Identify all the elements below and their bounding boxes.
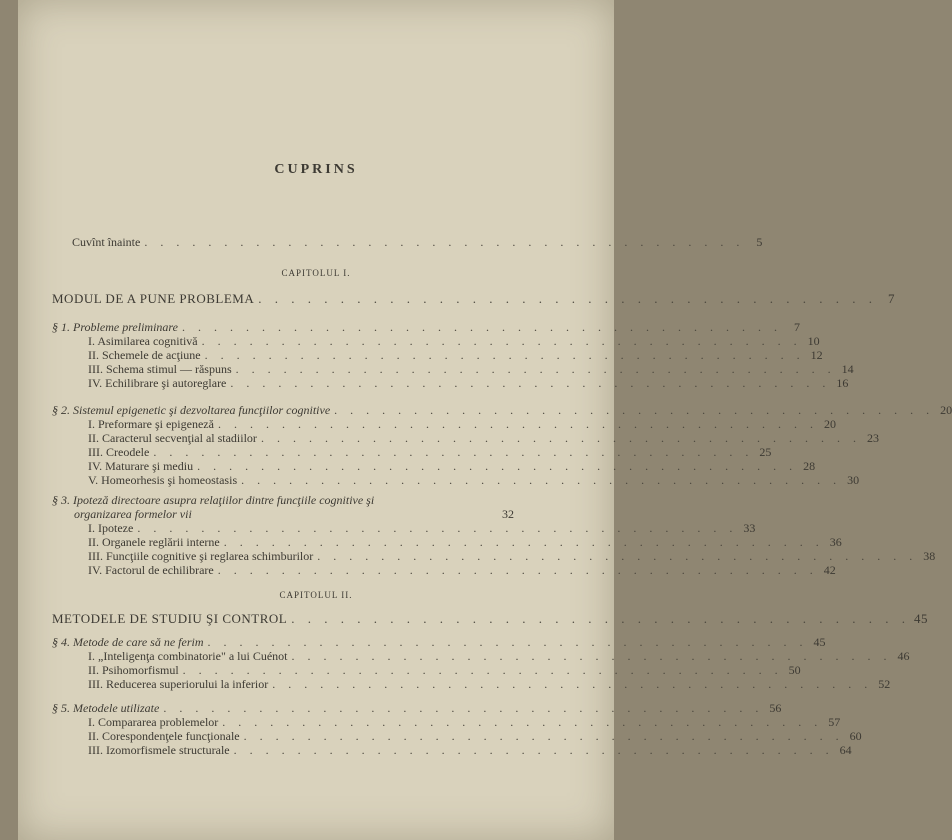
chapter-heading: CAPITOLUL II. bbox=[279, 590, 353, 600]
chapter-heading: CAPITOLUL I. bbox=[281, 268, 351, 278]
subsection-entry: III. Izomorfismele structurale . . . . . . . . . . . . . . . . . . . . . . . . . . . . . . . . . . . . . . 64 bbox=[88, 743, 852, 757]
section-entry: § 1. Probleme preliminare . . . . . . . . . . . . . . . . . . . . . . . . . . . . . . . . . . . . . . 7 bbox=[52, 320, 800, 334]
subsection-entry: I. „Inteligenţa combinatorie" a lui Cuénot . . . . . . . . . . . . . . . . . . . . . . . . . . . . . . . . . . . . . . 46 bbox=[88, 649, 910, 663]
subsection-entry: II. Psihomorfismul . . . . . . . . . . . . . . . . . . . . . . . . . . . . . . . . . . . . . . 50 bbox=[88, 663, 801, 677]
subsection-entry: IV. Factorul de echilibrare . . . . . . . . . . . . . . . . . . . . . . . . . . . . . . . . . . . . . . 42 bbox=[88, 563, 836, 577]
subsection-entry: IV. Maturare şi mediu . . . . . . . . . . . . . . . . . . . . . . . . . . . . . . . . . . . . . . 28 bbox=[88, 459, 816, 473]
section-entry: § 4. Metode de care să ne ferim . . . . . . . . . . . . . . . . . . . . . . . . . . . . . . . . . . . . . . 45 bbox=[52, 635, 826, 649]
book-page bbox=[18, 0, 952, 840]
subsection-entry: III. Funcţiile cognitive şi reglarea schimburilor . . . . . . . . . . . . . . . . . . . . . . . . . . . . . . . . . . . . . . 38 bbox=[88, 549, 936, 563]
chapter-title: METODELE DE STUDIU ŞI CONTROL . . . . . . . . . . . . . . . . . . . . . . . . . . . . . . . . . . . . . . 45 bbox=[52, 611, 928, 626]
subsection-entry: II. Caracterul secvenţial al stadiilor . . . . . . . . . . . . . . . . . . . . . . . . . . . . . . . . . . . . . . 23 bbox=[88, 431, 879, 445]
page-title: CUPRINS bbox=[274, 162, 358, 177]
subsection-entry: II. Corespondenţele funcţionale . . . . . . . . . . . . . . . . . . . . . . . . . . . . . . . . . . . . . . 60 bbox=[88, 729, 862, 743]
subsection-entry: III. Schema stimul — răspuns . . . . . . . . . . . . . . . . . . . . . . . . . . . . . . . . . . . . . . 14 bbox=[88, 362, 854, 376]
chapter-title: MODUL DE A PUNE PROBLEMA . . . . . . . . . . . . . . . . . . . . . . . . . . . . . . . . . . . . . . 7 bbox=[52, 291, 895, 306]
subsection-entry: II. Schemele de acţiune . . . . . . . . . . . . . . . . . . . . . . . . . . . . . . . . . . . . . . 12 bbox=[88, 348, 823, 362]
subsection-entry: I. Ipoteze . . . . . . . . . . . . . . . . . . . . . . . . . . . . . . . . . . . . . . 33 bbox=[88, 521, 756, 535]
subsection-entry: III. Creodele . . . . . . . . . . . . . . . . . . . . . . . . . . . . . . . . . . . . . . 25 bbox=[88, 445, 772, 459]
toc-entry-foreword: Cuvînt înainte . . . . . . . . . . . . . . . . . . . . . . . . . . . . . . . . . . . . . . 5 bbox=[72, 235, 763, 249]
subsection-entry: V. Homeorhesis şi homeostasis . . . . . . . . . . . . . . . . . . . . . . . . . . . . . . . . . . . . . . 30 bbox=[88, 473, 860, 487]
subsection-entry: I. Preformare şi epigeneză . . . . . . . . . . . . . . . . . . . . . . . . . . . . . . . . . . . . . . 20 bbox=[88, 417, 836, 431]
subsection-entry: III. Reducerea superiorului la inferior . . . . . . . . . . . . . . . . . . . . . . . . . . . . . . . . . . . . . . 52 bbox=[88, 677, 891, 691]
subsection-entry: IV. Echilibrare şi autoreglare . . . . . . . . . . . . . . . . . . . . . . . . . . . . . . . . . . . . . . 16 bbox=[88, 376, 849, 390]
section-entry: § 3. Ipoteză directoare asupra relaţiilor dintre funcţiile cognitive şi organizarea formelor vii 32 bbox=[52, 493, 514, 521]
subsection-entry: I. Compararea problemelor . . . . . . . . . . . . . . . . . . . . . . . . . . . . . . . . . . . . . . 57 bbox=[88, 715, 841, 729]
subsection-entry: I. Asimilarea cognitivă . . . . . . . . . . . . . . . . . . . . . . . . . . . . . . . . . . . . . . 10 bbox=[88, 334, 820, 348]
section-entry: § 5. Metodele utilizate . . . . . . . . . . . . . . . . . . . . . . . . . . . . . . . . . . . . . . 56 bbox=[52, 701, 782, 715]
table-of-contents bbox=[18, 0, 952, 840]
section-entry: § 2. Sistemul epigenetic şi dezvoltarea funcţiilor cognitive . . . . . . . . . . . . . . . . . . . . . . . . . . . . . . . . . . . . . . 20 bbox=[52, 403, 952, 417]
subsection-entry: II. Organele reglării interne . . . . . . . . . . . . . . . . . . . . . . . . . . . . . . . . . . . . . . 36 bbox=[88, 535, 842, 549]
